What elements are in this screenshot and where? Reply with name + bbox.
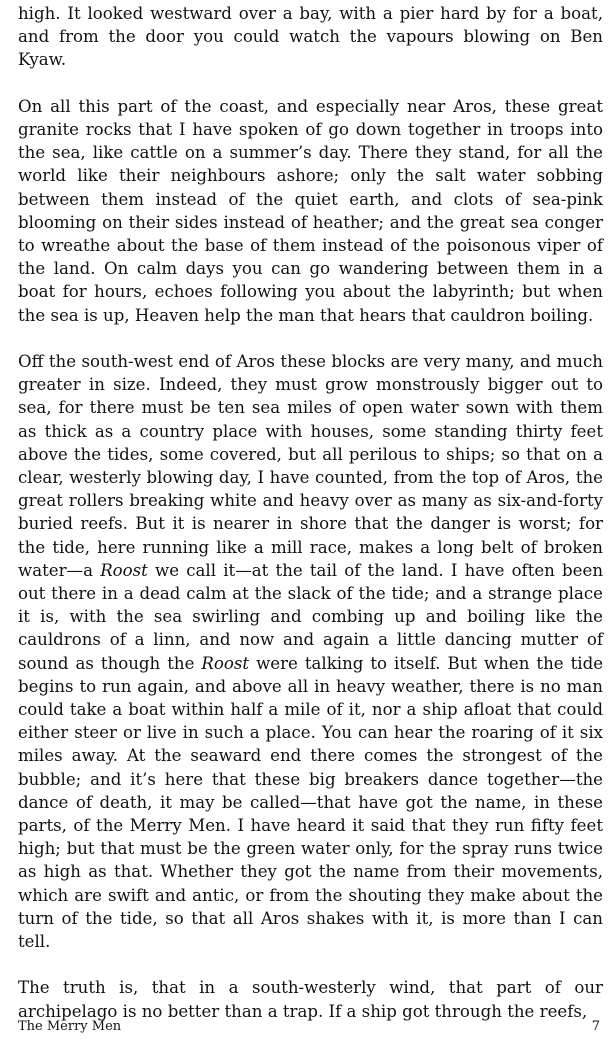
paragraph-4	[18, 976, 603, 1022]
italic-term-roost: Roost	[201, 653, 250, 673]
page-number: 7	[591, 1019, 600, 1034]
running-title: The Merry Men	[18, 1019, 122, 1034]
text-segment: On all this part of the coast, and especially near Aros, these great granite rocks that I have spoken of go down together in troops into the sea, like cattle on a summer’s day. There they stand, for all the world like their neighbours ashore; only the salt water sobbing between them instead of the quiet earth, and clots of sea-pink blooming on their sides instead of heather; and the great sea conger to wreathe about the base of them instead of the poisonous viper of the land. On calm days you can go wandering between them in a boat for hours, echoes following you about the labyrinth; but when the sea is up, Heaven help the man that hears that cauldron boiling.	[18, 96, 603, 325]
paragraph-3	[18, 350, 603, 953]
text-segment: were talking to itself. But when the tide begins to run again, and above all in heavy weather, there is no man could take a boat within half a mile of it, nor a ship afloat that could either steer or live in such a place. You can hear the roaring of it six miles away. At the seaward end there comes the strongest of the bubble; and it’s here that these big breakers dance together—the dance of death, it may be called—that have got the name, in these parts, of the Merry Men. I have heard it said that they run fifty feet high; but that must be the green water only, for the spray runs twice as high as that. Whether they got the name from their movements, which are swift and antic, or from the shouting they make about the turn of the tide, so that all Aros shakes with it, is more than I can tell.	[18, 653, 604, 952]
italic-term-roost: Roost	[100, 560, 148, 580]
body-text	[18, 2, 603, 1023]
text-segment: we call it—at the tail of the land. I have often been out there in a dead calm at the slack of the tide; and a strange place it is, with the sea swirling and combing up and boiling like the cauldrons of a linn, and now and again a little dancing mutter of sound as though the	[18, 560, 604, 673]
text-segment: high. It looked westward over a bay, with a pier hard by for a boat, and from the door you could watch the vapours blowing on Ben Kyaw.	[18, 4, 603, 70]
paragraph-1	[18, 2, 603, 72]
page-footer	[18, 1019, 600, 1035]
text-segment: Off the south-west end of Aros these blocks are very many, and much greater in size. Indeed, they must grow monstrously bigger out to sea, for there must be ten sea miles of open water sown with them as thick as a country place with houses, some standing thirty feet above the tides, some covered, but all perilous to ships; so that on a clear, westerly blowing day, I have counted, from the top of Aros, the great rollers breaking white and heavy over as many as six-and-forty buried reefs. But it is nearer in shore that the danger is worst; for the tide, here running like a mill race, makes a long belt of broken water—a	[18, 352, 603, 580]
text-segment: The truth is, that in a south-westerly wind, that part of our archipelago is no better than a trap. If a ship got through the reefs,	[18, 978, 603, 1021]
paragraph-2	[18, 95, 603, 327]
